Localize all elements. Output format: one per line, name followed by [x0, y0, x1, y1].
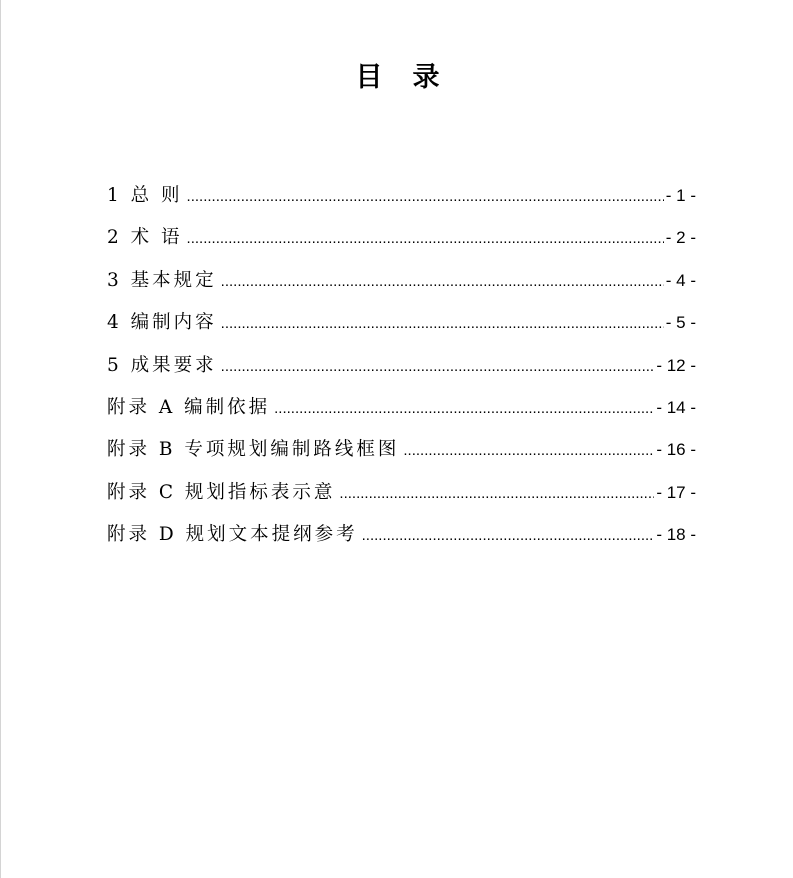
dot-leader: [339, 485, 654, 502]
toc-entry-appendix-b[interactable]: [107, 435, 696, 477]
toc-entry-page: - 16 -: [656, 440, 696, 460]
toc-entry-label: 附录 A 编制依据: [107, 396, 271, 418]
toc-entry-page: - 17 -: [656, 482, 696, 502]
toc-entry-terms[interactable]: [107, 223, 696, 265]
toc-entry-label: 附录 D 规划文本提纲参考: [107, 524, 358, 546]
toc-entry-appendix-d[interactable]: [107, 520, 696, 562]
toc-entry-label: 附录 C 规划指标表示意: [107, 481, 336, 503]
dot-leader: [274, 400, 654, 417]
toc-entry-page: - 12 -: [656, 355, 696, 375]
toc-title: [1, 60, 793, 96]
toc-entry-label: 1 总 则: [107, 185, 183, 206]
toc-entry-page: - 18 -: [656, 525, 696, 545]
toc-entry-label: 4 编制内容: [107, 312, 217, 334]
dot-leader: [221, 315, 664, 332]
toc-entry-page: - 5 -: [665, 313, 696, 333]
toc-entry-page: - 4 -: [665, 270, 696, 290]
dot-leader: [187, 230, 664, 247]
toc-list: [107, 181, 696, 563]
dot-leader: [187, 188, 664, 205]
dot-leader: [362, 527, 655, 544]
toc-entry-general[interactable]: [107, 181, 696, 223]
dot-leader: [221, 358, 655, 375]
dot-leader: [403, 442, 654, 459]
toc-entry-page: - 14 -: [656, 397, 696, 417]
toc-entry-appendix-a[interactable]: [107, 393, 696, 435]
toc-entry-label: 2 术 语: [107, 227, 183, 249]
dot-leader: [221, 273, 664, 290]
toc-title-char-1: 目: [355, 62, 383, 93]
toc-entry-label: 附录 B 专项规划编制路线框图: [107, 439, 400, 461]
toc-entry-deliverables[interactable]: [107, 351, 696, 393]
toc-entry-label: 3 基本规定: [107, 269, 217, 291]
toc-entry-page: - 1 -: [665, 186, 696, 205]
toc-entry-page: - 2 -: [665, 228, 696, 248]
toc-entry-content[interactable]: [107, 308, 696, 350]
toc-entry-label: 5 成果要求: [107, 354, 217, 376]
toc-title-char-2: 录: [412, 62, 440, 93]
toc-entry-appendix-c[interactable]: [107, 478, 696, 520]
toc-entry-basic-provisions[interactable]: [107, 266, 696, 308]
